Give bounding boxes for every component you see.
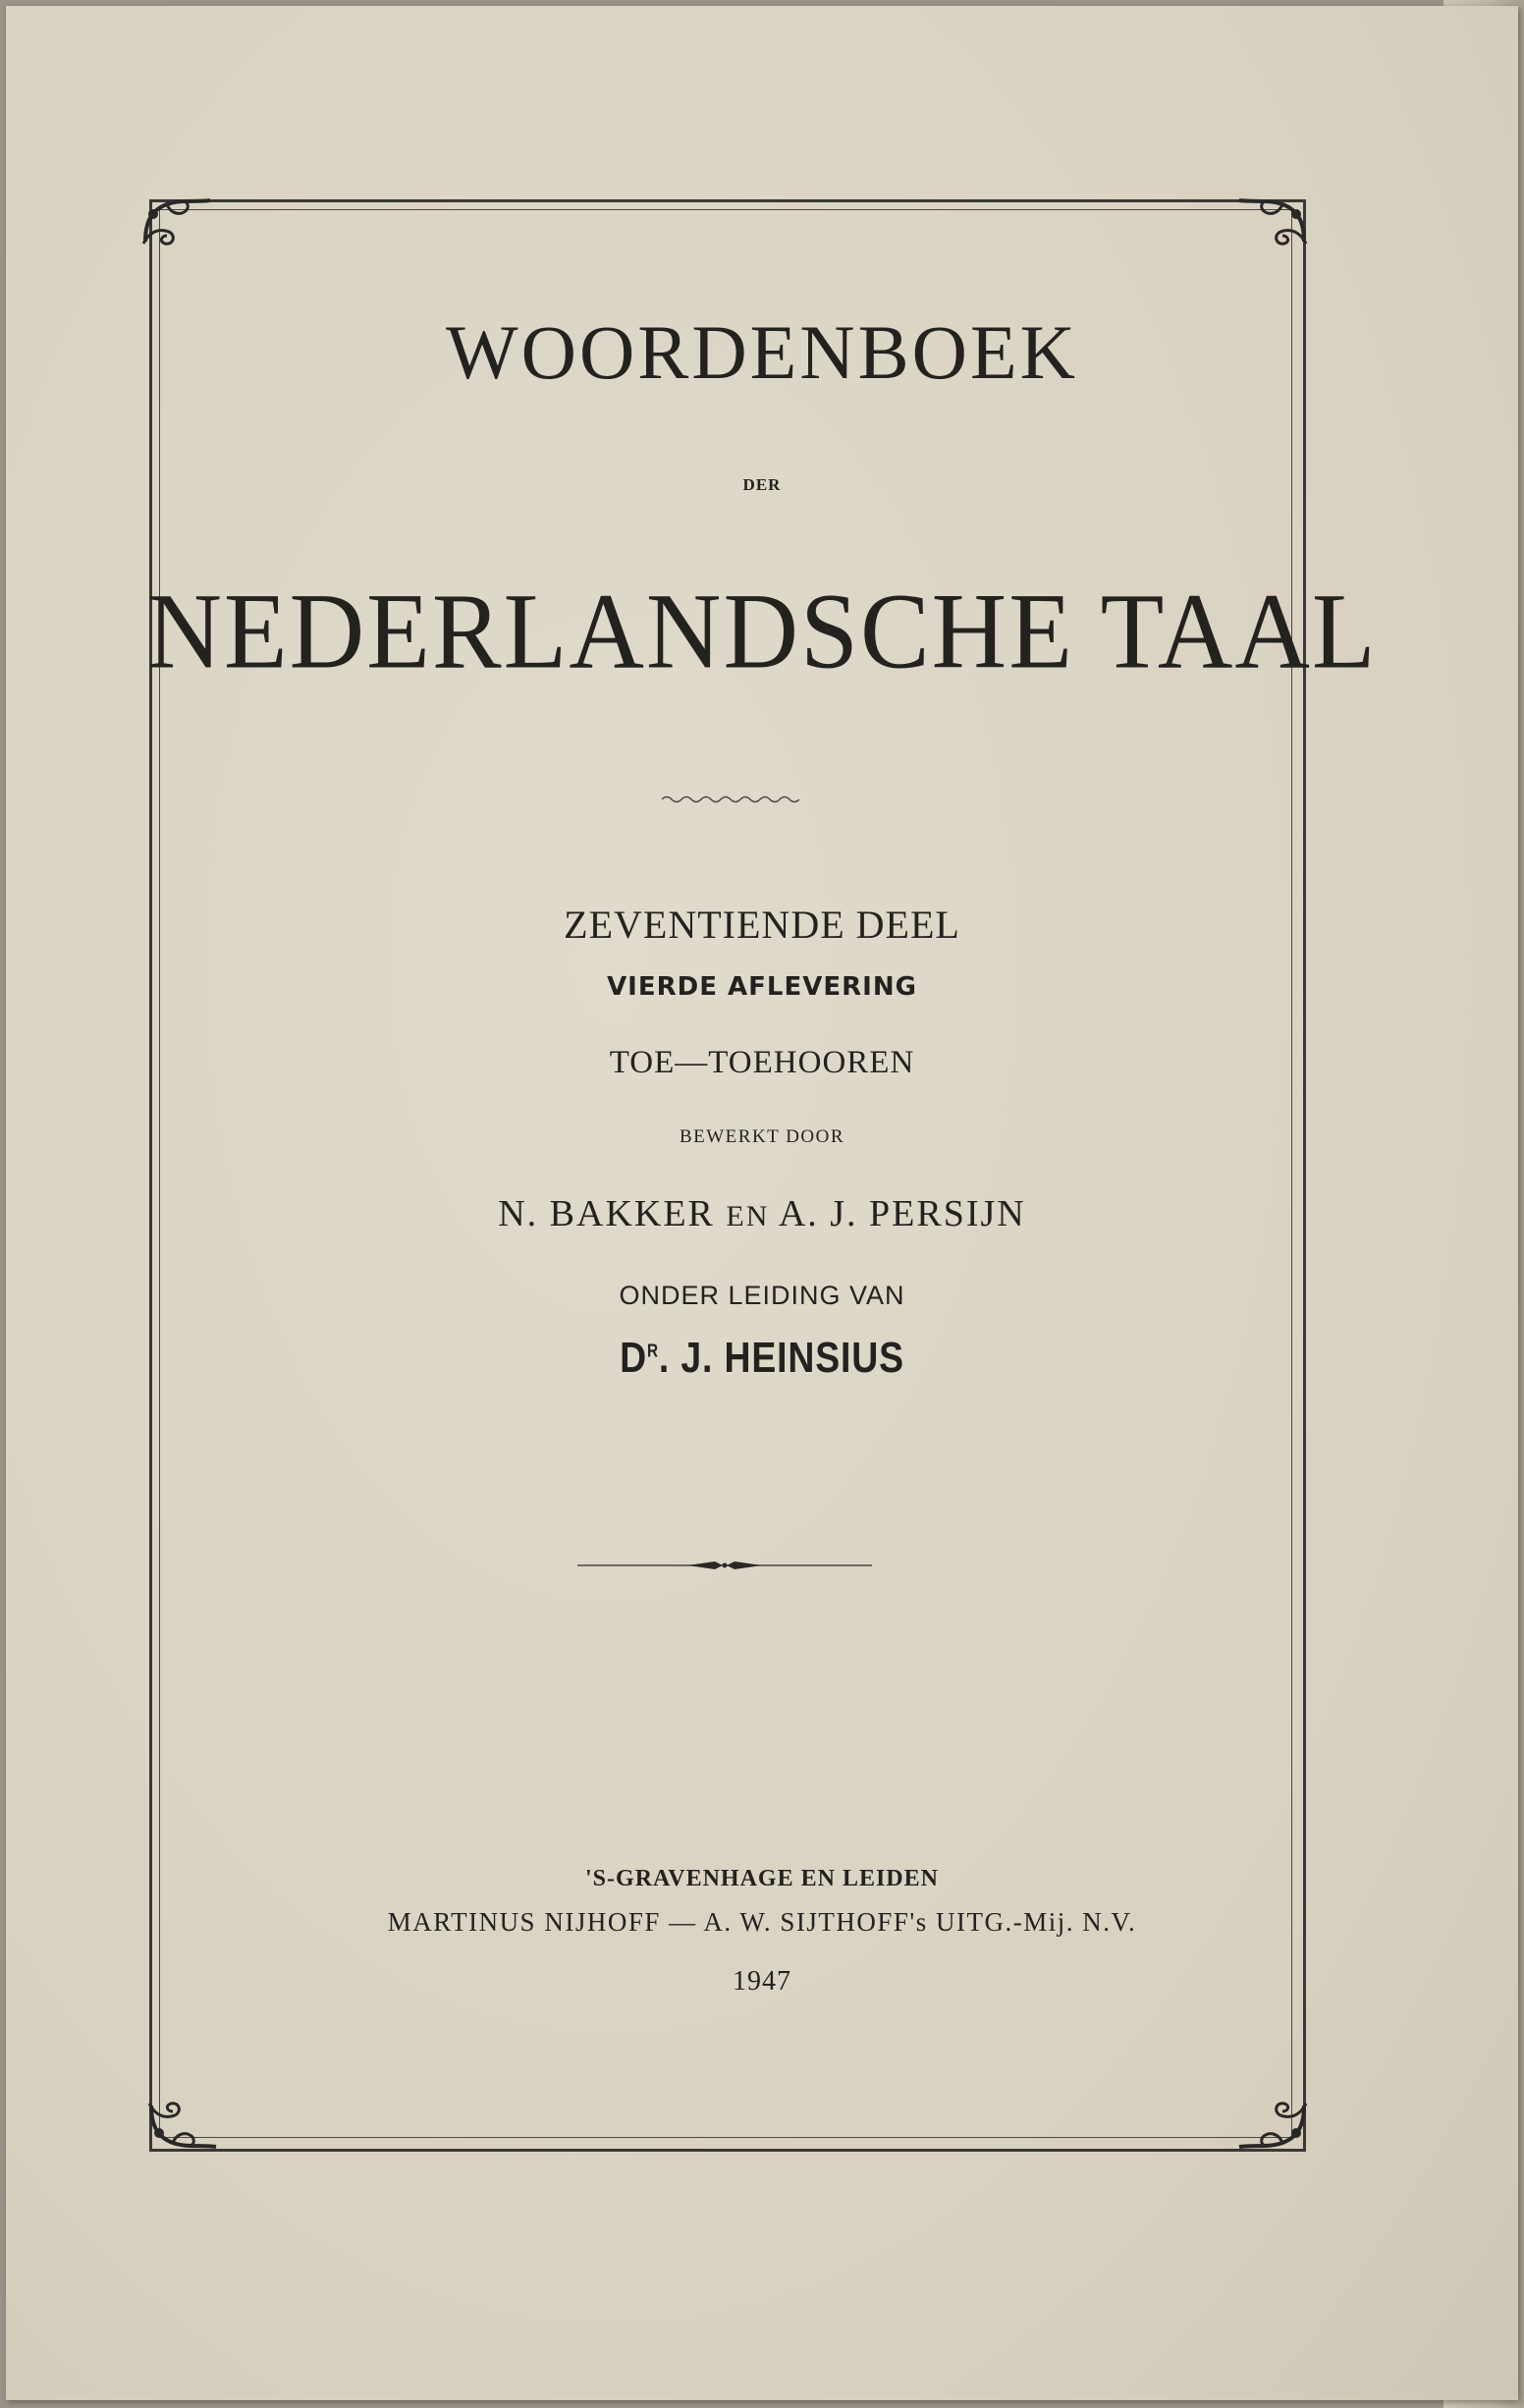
publication-place: 'S-GRAVENHAGE EN LEIDEN [585,1866,939,1891]
authors-conjunction: EN [726,1200,770,1232]
corner-ornament-bottom-left [143,2098,222,2155]
ornamental-rule [577,1558,872,1573]
director-surname: . J. HEINSIUS [658,1334,904,1382]
title-connector: DER [742,475,782,494]
director-prefix: D [620,1334,647,1382]
inner-border-frame [159,209,1292,2138]
edited-by-label: BEWERKT DOOR [679,1126,845,1147]
author-second: A. J. PERSIJN [778,1193,1026,1234]
under-direction-label: ONDER LEIDING VAN [619,1281,905,1310]
corner-ornament-top-right [1233,192,1312,249]
volume-label: ZEVENTIENDE DEEL [564,903,960,947]
publication-year: 1947 [733,1966,791,1997]
wavy-divider-ornament [662,792,799,805]
title-page [6,6,1518,2400]
authors-line [6,1192,1518,1235]
corner-ornament-bottom-right [1233,2098,1312,2155]
installment-label: VIERDE AFLEVERING [607,972,917,1002]
author-first: N. BAKKER [498,1193,715,1234]
title-line-2: NEDERLANDSCHE TAAL [146,571,1378,691]
director-prefix-superscript: R [646,1341,659,1361]
publisher-line: MARTINUS NIJHOFF — A. W. SIJTHOFF's UITG.-Mij. N.V. [387,1907,1137,1937]
corner-ornament-top-left [137,192,216,249]
title-line-1: WOORDENBOEK [446,309,1078,395]
director-name [120,1334,1405,1383]
entry-range: TOE—TOEHOOREN [609,1045,915,1080]
